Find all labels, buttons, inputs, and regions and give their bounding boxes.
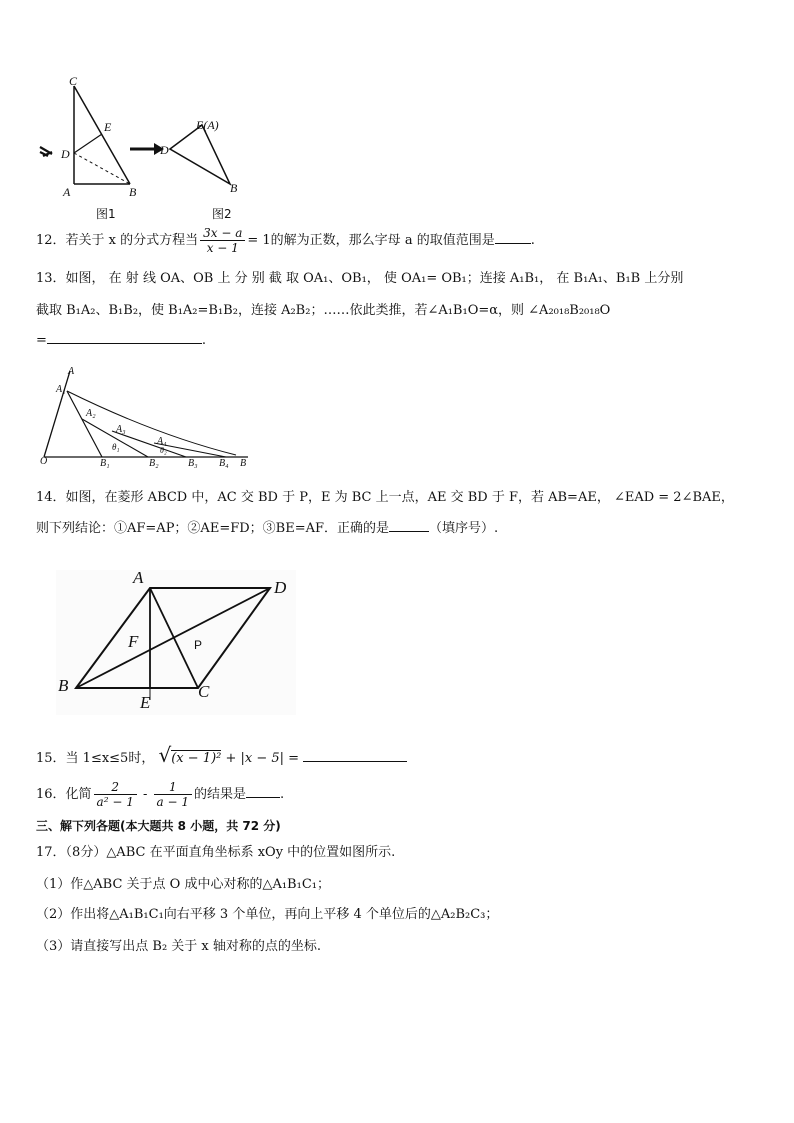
section-3-heading: 三、解下列各题(本大题共 8 小题，共 72 分) [36,819,281,833]
q16-den2: a − 1 [156,795,190,809]
question-13-line3 [36,333,206,349]
q12-end: . [530,233,535,248]
q15-sqrt-symbol: √ [158,743,172,767]
q12-numerator: 3x − a [200,226,245,241]
q12-prefix: 12．若关于 x 的分式方程当 [36,233,199,248]
question-14-line2 [36,521,498,537]
q16-num2: 1 [154,780,192,795]
fig2-label-d: D [160,143,169,157]
fig1-label-e: E [104,120,112,134]
fig14-label-d: D [274,578,287,597]
q12-answer-blank[interactable] [495,243,531,244]
q16-num1: 2 [94,780,137,795]
q16-den1: a² − 1 [96,795,134,809]
q15-radicand: (x − 1)² [171,751,222,766]
fig13-label-a3: A₃ [116,424,126,435]
q13-end: . [201,333,207,348]
fig13-label-o: O [40,456,48,467]
figure-14 [56,570,296,715]
fig14-label-f: F [128,632,139,651]
fig1-caption: 图1 [96,207,116,221]
q15-rest: + |x − 5| = [225,751,300,766]
q16-end: . [280,787,285,802]
fig14-label-b: B [58,676,69,695]
fig2-label-b: B [230,181,238,195]
q16-answer-blank[interactable] [246,797,280,798]
q15-answer-blank[interactable] [303,761,407,762]
q16-fraction-2 [154,780,192,809]
q12-fraction [200,226,245,255]
figure-13 [36,365,256,470]
question-17-line4: （3）请直接写出点 B₂ 关于 x 轴对称的点的坐标. [36,939,322,954]
fig14-label-e: E [140,693,151,712]
fig1-label-b: B [129,185,137,199]
question-12 [36,224,535,258]
fig13-label-b4: B₄ [219,458,229,469]
fig14-label-p: P [194,638,203,652]
question-17-line1: 17．（8分）△ABC 在平面直角坐标系 xOy 中的位置如图所示. [36,845,396,860]
fig13-label-theta2: θ₂ [160,446,167,455]
question-13-line1: 13．如图， 在 射 线 OA、OB 上 分 别 截 取 OA₁、OB₁， 使 OA₁= OB₁；连接 A₁B₁， 在 B₁A₁、B₁B 上分别 [36,271,684,286]
q16-fraction-1 [94,780,137,809]
fig1-label-d: D [61,147,70,161]
fig1-label-c: C [69,74,78,88]
fig2-label-ea: E(A) [196,118,219,132]
question-14-line1: 14．如图，在菱形 ABCD 中，AC 交 BD 于 P，E 为 BC 上一点，AE 交 BD 于 F，若 AB=AE， ∠EAD = 2∠BAE， [36,490,734,505]
q16-suffix: 的结果是 [194,787,247,802]
fig13-label-a2: A₂ [86,408,96,419]
fig13-label-theta1: θ₁ [112,442,120,452]
question-17-line3: （2）作出将△A₁B₁C₁向右平移 3 个单位，再向上平移 4 个单位后的△A₂B₂C₃； [36,907,499,922]
question-15 [36,742,407,772]
q14-suffix: （填序号）. [429,521,499,536]
fig13-label-a1: A₁ [56,384,66,395]
fig13-label-a: A [68,366,75,377]
q13-answer-blank[interactable] [47,343,202,344]
q16-minus: - [142,787,148,802]
question-16 [36,777,284,813]
fig1-label-a: A [63,185,71,199]
fig13-label-a4: A₄ [157,436,167,447]
q14-answer-blank[interactable] [389,531,429,532]
fig13-label-b2: B₂ [149,458,159,469]
q14-prefix: 则下列结论：①AF=AP；②AE=FD；③BE=AF．正确的是 [36,521,389,536]
fig13-label-b1: B₁ [100,458,110,469]
question-17-line2: （1）作△ABC 关于点 O 成中心对称的△A₁B₁C₁； [36,877,330,892]
fig13-label-b3: B₃ [188,458,198,469]
fig14-label-a: A [133,568,144,587]
fig13-label-b: B [240,458,247,469]
fig2-caption: 图2 [212,207,232,221]
q12-suffix: = 1的解为正数，那么字母 a 的取值范围是 [247,233,495,248]
q12-denominator: x − 1 [206,241,239,255]
q15-prefix: 15．当 1≤x≤5时， [36,751,155,766]
question-13-line2: 截取 B₁A₂、B₁B₂，使 B₁A₂=B₁B₂，连接 A₂B₂；……依此类推，若∠A₁B₁O=α，则 ∠A₂₀₁₈B₂₀₁₈O [36,303,611,318]
fig14-label-c: C [198,682,210,701]
q16-prefix: 16．化简 [36,787,92,802]
q13-eq: = [36,333,47,348]
